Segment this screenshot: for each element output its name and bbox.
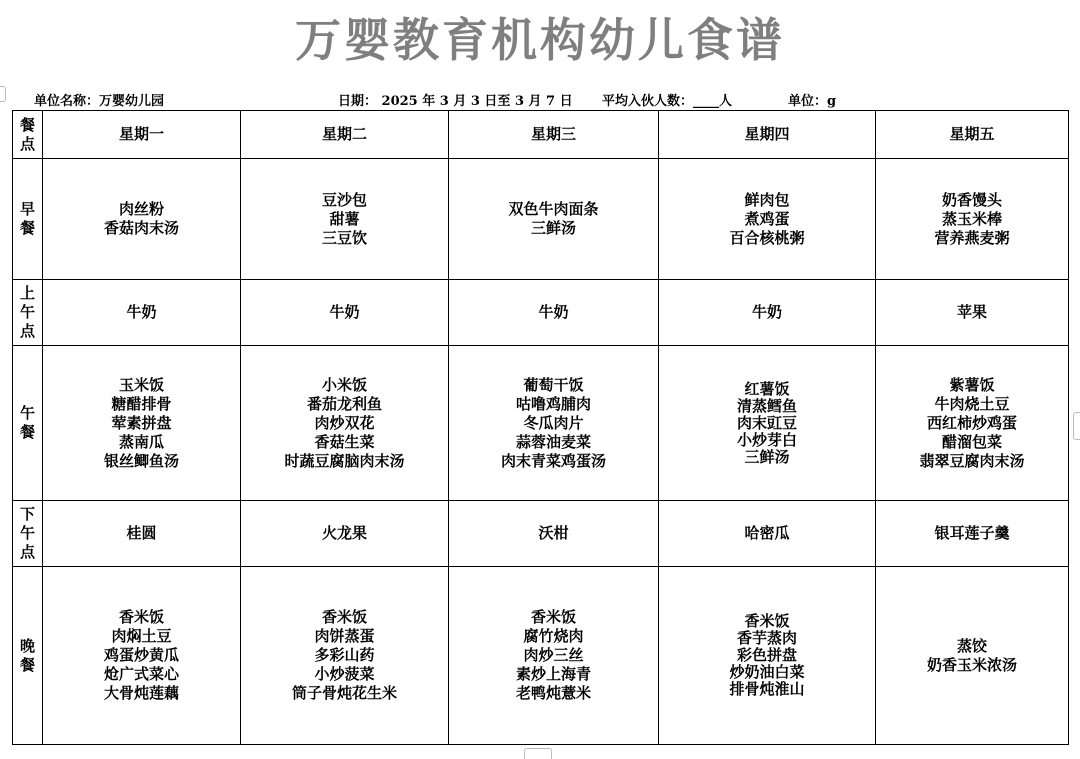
dish-item: 翡翠豆腐肉末汤 (919, 451, 1025, 470)
dish-item: 香菇肉末汤 (103, 219, 179, 237)
meal-column-header (13, 111, 43, 159)
afternoon-snack-friday (876, 501, 1069, 567)
lunch-tuesday (241, 346, 449, 501)
dinner-row (13, 567, 1069, 745)
meal-label-char: 餐 (19, 219, 35, 237)
morning-snack-wednesday (449, 280, 659, 346)
dish-item: 清蒸鳕鱼 (736, 396, 797, 415)
meal-label-morning-snack (13, 280, 43, 346)
lunch-friday (876, 346, 1069, 501)
dish-item: 银丝鲫鱼汤 (103, 451, 179, 470)
dish-item: 蒸玉米棒 (941, 209, 1002, 228)
afternoon-snack-monday (43, 501, 241, 567)
afternoon-snack-row (13, 501, 1069, 567)
meal-label-char: 午 (19, 524, 35, 542)
meal-label-breakfast (13, 159, 43, 280)
dish-item: 玉米饭 (118, 375, 164, 394)
afternoon-snack-thursday (659, 501, 876, 567)
dish-item: 彩色拼盘 (736, 646, 797, 664)
meal-label-dinner (13, 567, 43, 745)
breakfast-wednesday (449, 159, 659, 280)
day-header-monday: 星期一 (43, 111, 241, 159)
lunch-wednesday (449, 346, 659, 501)
dish-item: 鲜肉包 (744, 190, 790, 209)
meal-label-char: 餐 (19, 423, 35, 441)
meal-label-char: 午 (19, 303, 35, 321)
meal-label-afternoon-snack (13, 501, 43, 567)
dish-item: 香米饭 (118, 608, 164, 626)
dish-item: 银耳莲子羹 (934, 524, 1010, 542)
lunch-monday (43, 346, 241, 501)
dish-item: 炒奶油白菜 (729, 663, 805, 681)
right-resize-handle[interactable] (1073, 412, 1080, 440)
dish-item: 香芋蒸肉 (736, 629, 797, 647)
dinner-tuesday (241, 567, 449, 745)
meal-label-char: 午 (19, 404, 35, 422)
meal-label-char: 下 (19, 505, 35, 523)
day-header-friday: 星期五 (876, 111, 1069, 159)
dinner-wednesday (449, 567, 659, 745)
dinner-monday (43, 567, 241, 745)
breakfast-friday (876, 159, 1069, 280)
dish-item: 桂圆 (126, 524, 157, 542)
dish-item: 醋溜包菜 (941, 432, 1002, 451)
dish-item: 排骨炖淮山 (729, 680, 805, 698)
unit-name-label: 单位名称：万婴幼儿园 (34, 94, 165, 109)
morning-snack-tuesday (241, 280, 449, 346)
day-header-wednesday: 星期三 (449, 111, 659, 159)
dish-item: 火龙果 (321, 524, 367, 542)
day-header-tuesday: 星期二 (241, 111, 449, 159)
dish-item: 多彩山药 (314, 646, 375, 664)
meal-label-lunch (13, 346, 43, 501)
morning-snack-row (13, 280, 1069, 346)
dish-item: 番茄龙利鱼 (306, 394, 382, 413)
dish-item: 三豆饮 (321, 228, 367, 247)
dish-item: 肉丝粉 (118, 200, 164, 218)
page-title: 万婴教育机构幼儿食谱 (295, 13, 785, 67)
dish-item: 西红柿炒鸡蛋 (926, 413, 1017, 432)
avg-people-label: 平均入伙人数：____人 (602, 94, 733, 109)
dish-item: 筒子骨炖花生米 (291, 684, 397, 702)
dish-item: 三鲜汤 (530, 219, 576, 237)
dish-item: 奶香馒头 (941, 190, 1002, 209)
meal-label-char: 晚 (19, 636, 35, 655)
afternoon-snack-wednesday (449, 501, 659, 567)
dish-item: 小米饭 (321, 375, 367, 394)
dish-item: 香菇生菜 (314, 432, 375, 451)
dish-item: 蒸南瓜 (118, 432, 164, 451)
meal-label-char: 餐 (19, 655, 35, 674)
dish-item: 蒜蓉油麦菜 (515, 432, 591, 451)
dish-item: 肉末青菜鸡蛋汤 (500, 451, 606, 470)
dish-item: 三鲜汤 (744, 447, 790, 466)
dish-item: 葡萄干饭 (523, 375, 584, 394)
dinner-friday (876, 567, 1069, 745)
dish-item: 肉末豇豆 (736, 413, 797, 432)
dish-item: 老鸭炖薏米 (515, 684, 591, 702)
dish-item: 牛肉烧土豆 (934, 394, 1010, 413)
day-header-thursday: 星期四 (659, 111, 876, 159)
menu-table (12, 110, 1069, 745)
dish-item: 肉炒双花 (314, 413, 375, 432)
dish-item: 小炒菠菜 (314, 665, 375, 683)
dinner-thursday (659, 567, 876, 745)
lunch-row (13, 346, 1069, 501)
dish-item: 肉饼蒸蛋 (314, 627, 375, 645)
dish-item: 大骨炖莲藕 (103, 684, 179, 702)
dish-item: 牛奶 (538, 303, 569, 321)
dish-item: 豆沙包 (321, 190, 367, 209)
breakfast-row (13, 159, 1069, 280)
dish-item: 小炒芽白 (736, 430, 797, 449)
lunch-thursday (659, 346, 876, 501)
unit-label: 单位：g (788, 94, 837, 109)
margin-marker (0, 86, 6, 102)
header-row (13, 111, 1069, 159)
corner-char: 餐 (19, 115, 35, 134)
dish-item: 双色牛肉面条 (508, 200, 599, 218)
dish-item: 牛奶 (329, 303, 360, 321)
dish-item: 甜薯 (329, 209, 360, 228)
morning-snack-monday (43, 280, 241, 346)
morning-snack-thursday (659, 280, 876, 346)
dish-item: 百合核桃粥 (729, 228, 805, 247)
dish-item: 香米饭 (530, 608, 576, 626)
meal-label-char: 点 (19, 543, 35, 561)
dish-item: 煮鸡蛋 (744, 209, 790, 228)
dish-item: 冬瓜肉片 (523, 413, 584, 432)
dish-item: 荤素拼盘 (111, 413, 172, 432)
dish-item: 腐竹烧肉 (523, 627, 584, 645)
dish-item: 紫薯饭 (949, 375, 995, 394)
dish-item: 沃柑 (538, 524, 569, 542)
dish-item: 鸡蛋炒黄瓜 (103, 646, 179, 664)
dish-item: 香米饭 (321, 608, 367, 626)
dish-item: 糖醋排骨 (111, 394, 172, 413)
meal-label-char: 早 (19, 200, 35, 218)
dish-item: 肉炒三丝 (523, 646, 584, 664)
dish-item: 肉焖土豆 (111, 627, 172, 645)
afternoon-snack-tuesday (241, 501, 449, 567)
breakfast-monday (43, 159, 241, 280)
dish-item: 香米饭 (744, 612, 790, 630)
dish-item: 哈密瓜 (744, 524, 790, 542)
dish-item: 奶香玉米浓汤 (926, 655, 1017, 674)
meal-label-char: 上 (19, 284, 35, 302)
date-label: 日期： 2025 年 3 月 3 日至 3 月 7 日 (338, 94, 573, 109)
dish-item: 营养燕麦粥 (934, 228, 1010, 247)
breakfast-tuesday (241, 159, 449, 280)
breakfast-thursday (659, 159, 876, 280)
dish-item: 咕噜鸡脯肉 (515, 394, 591, 413)
morning-snack-friday (876, 280, 1069, 346)
dish-item: 蒸饺 (956, 636, 987, 655)
corner-char: 点 (19, 134, 35, 153)
dish-item: 牛奶 (126, 303, 157, 321)
dish-item: 牛奶 (751, 303, 782, 321)
dish-item: 时蔬豆腐脑肉末汤 (284, 451, 405, 470)
dish-item: 红薯饭 (744, 379, 790, 398)
dish-item: 炝广式菜心 (103, 665, 179, 683)
dish-item: 素炒上海青 (515, 665, 591, 683)
dish-item: 苹果 (956, 303, 987, 321)
meal-label-char: 点 (19, 322, 35, 340)
